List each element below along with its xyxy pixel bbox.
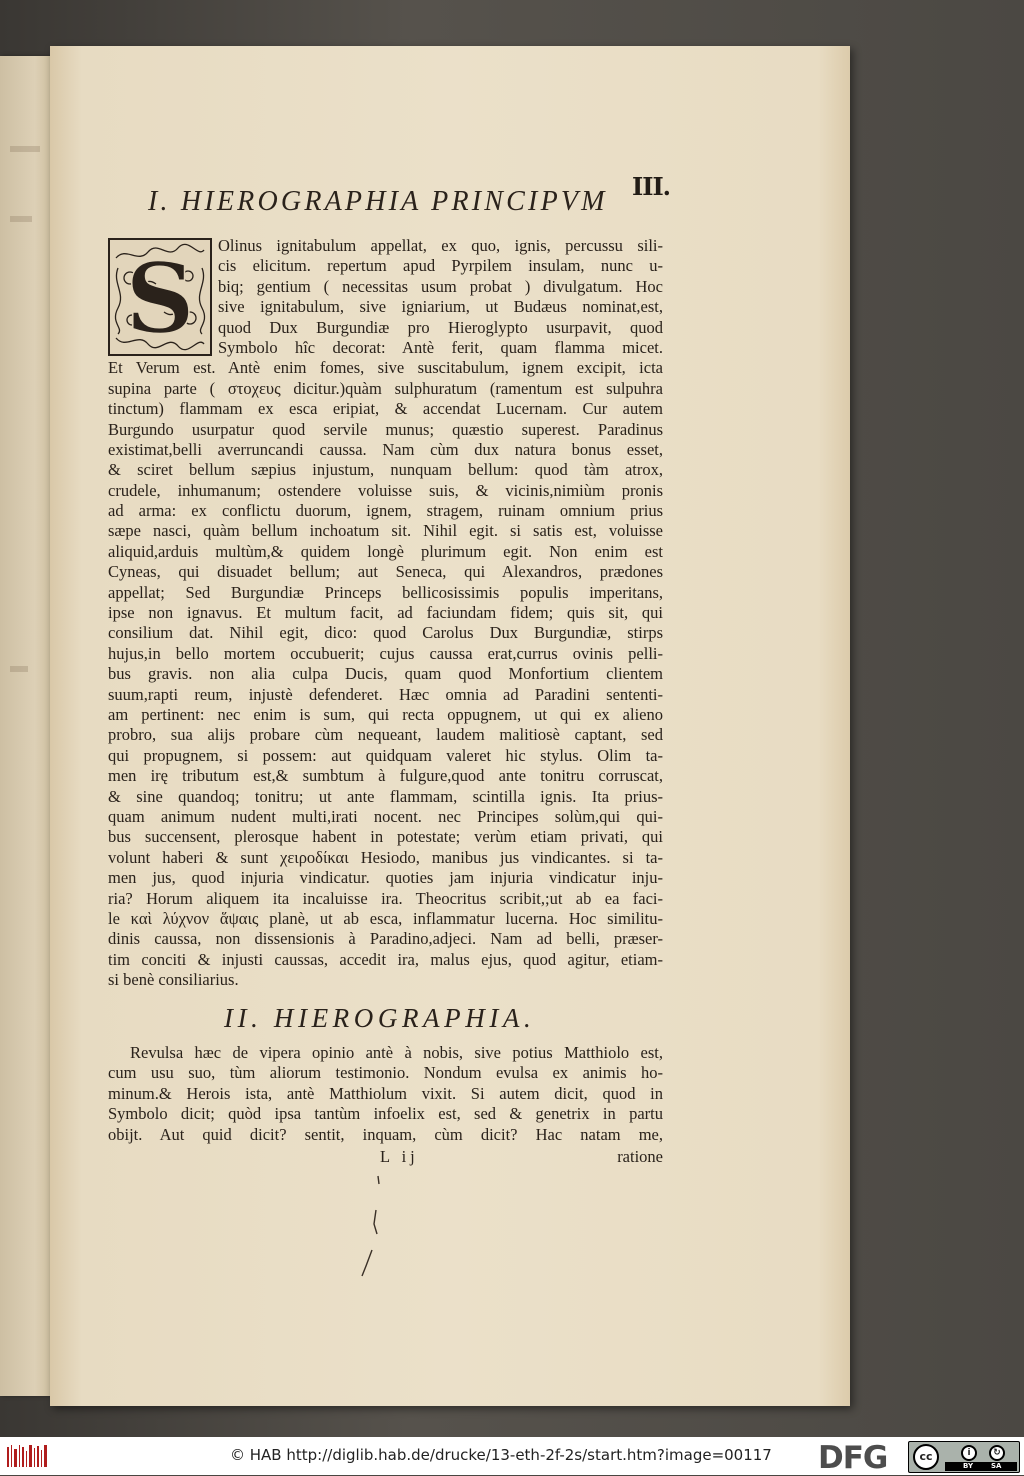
attribution-icon: i	[961, 1445, 977, 1461]
cc-label-strip	[945, 1462, 1017, 1471]
text-line: Symbolo hîc decorat: Antè ferit, quam flamma micet.	[218, 337, 663, 357]
text-line: Burgundo usurpatur quod servile munus; quæstio superest. Paradinus	[108, 419, 663, 439]
text-line: tim conciti & injusti caussas, accedit ira, malus ejus, quod agitur, etiam-	[108, 949, 663, 969]
share-alike-icon: ↻	[989, 1445, 1005, 1461]
text-line: dinis caussa, non dissensionis à Paradino,adjeci. Nam ad belli, præser-	[108, 929, 663, 949]
text-line: aliquid,arduis multùm,& quidem longè plurimum egit. Non enim est	[108, 541, 663, 561]
text-line: sive ignitabulum, sive igniarium, ut Budæus nominat,est,	[218, 297, 663, 317]
text-line: & sine quandoq; tonitru; ut ante flammam, scintilla ignis. Ita prius-	[108, 786, 663, 806]
text-line: Cyneas, qui disuadet bellum; aut Seneca, qui Alexandros, prædones	[108, 562, 663, 582]
text-line: Et Verum est. Antè enim fomes, sive suscitabulum, ignem excipit, icta	[108, 358, 663, 378]
svg-text:S: S	[125, 242, 195, 355]
text-line: obijt. Aut quid dicit? sentit, inquam, cùm dicit? Hac natam me,	[108, 1124, 663, 1144]
text-line: Revulsa hæc de vipera opinio antè à nobis, sive potius Matthiolo est,	[130, 1043, 663, 1062]
text-line: consilium dat. Nihil egit, dico: quod Carolus Dux Burgundiæ, stirps	[108, 623, 663, 643]
text-line: ria? Horum aliquem ita incaluisse ira. Theocritus scribit,;ut ab ea faci-	[108, 888, 663, 908]
footer-credit-link[interactable]: © HAB http://diglib.hab.de/drucke/13-eth-2f-2s/start.htm?image=00117	[230, 1446, 772, 1464]
text-line: ipse non ignavus. Et multum facit, ad faciundam fidem; quis sit, qui	[108, 603, 663, 623]
text-line: existimat,belli averruncandi caussa. Nam cùm dux natura bonus esset,	[108, 439, 663, 459]
text-line: biq; gentium ( necessitas usum probat ) divulgatum. Hoc	[218, 276, 663, 296]
section-2-text	[108, 1043, 663, 1145]
folio-number: III.	[632, 172, 671, 201]
text-line: quod Dux Burgundiæ pro Hieroglypto usurpavit, quod	[218, 317, 663, 337]
text-line: crudele, inhumanum; ostendere voluisse suis, & vicinis,nimiùm pronis	[108, 480, 663, 500]
text-line: minum.& Herois ista, antè Matthiolum vixit. Si autem dicit, quod in	[108, 1083, 663, 1103]
text-line: cis elicitum. repertum apud Pyrpilem insulam, nunc u-	[218, 256, 663, 276]
cc-by-label: BY	[963, 1462, 974, 1470]
text-line: Olinus ignitabulum appellat, ex quo, ignis, percussu sili-	[218, 236, 663, 255]
text-line: & sciret bellum sæpius injustum, nunquam bellum: quod tàm atrox,	[108, 460, 663, 480]
ink-stain	[354, 1170, 384, 1290]
text-line: ad arma: ex conflictu duorum, ignem, stragem, ruinam omnium prius	[108, 501, 663, 521]
section-1-text	[108, 236, 663, 990]
text-line: Symbolo dicit; quòd ipsa tantùm infoelix est, sed & genetrix in partu	[108, 1104, 663, 1124]
text-line: cum usu suo, tùm aliorum testimonio. Nondum evulsa ex animis ho-	[108, 1063, 663, 1083]
text-line: bus gravis. non alia culpa Ducis, quam quod Monfortium clientem	[108, 664, 663, 684]
text-line: hujus,in bello mortem occubuerit; cujus caussa erat,currus ovinis pelli-	[108, 643, 663, 663]
text-line: volunt haberi & sunt χειροδίκαι Hesiodo, manibus jus vindicantes. si ta-	[108, 847, 663, 867]
text-line: si benè consiliarius.	[108, 970, 239, 990]
dfg-logo: DFG	[818, 1440, 888, 1476]
decorated-initial-s-icon	[108, 238, 212, 356]
cc-sa-label: SA	[991, 1462, 1002, 1470]
text-line: tinctum) flammam ex esca eripiat, & accendat Lucernam. Cur autem	[108, 399, 663, 419]
catchword: ratione	[617, 1147, 663, 1166]
cc-icon: cc	[913, 1444, 939, 1470]
footer-bar	[0, 1437, 1024, 1475]
text-line: am pertinent: nec enim is sum, qui recta oppugnem, ut qui ex alieno	[108, 704, 663, 724]
text-line: supina parte ( στοχευς dicitur.)quàm sulphuratum (ramentum est sulpuhra	[108, 378, 663, 398]
text-line: qui propugnem, si possem: aut quidquam valeret hic stylus. Olim ta-	[108, 745, 663, 765]
text-line: suum,rapti reum, injustè defenderet. Hæc omnia ad Paradini sententi-	[108, 684, 663, 704]
text-line: men jus, quod injuria vindicatur. quoties jam injuria vindicatur inju-	[108, 868, 663, 888]
text-line: men irę tributum est,& sumbtum à fulgure,quod ante tonitru corruscat,	[108, 766, 663, 786]
text-line: probro, sua alijs probare cùm nequeant, laudem malitiosè captant, sed	[108, 725, 663, 745]
text-line: bus succensent, plerosque habent in potestate; verùm etiam privati, qui	[108, 827, 663, 847]
text-line: sæpe nasci, quàm bellum inchoatum sit. Nihil egit. si satis est, voluisse	[108, 521, 663, 541]
cc-license-badge[interactable]	[908, 1441, 1020, 1473]
section-heading-2: II. HIEROGRAPHIA.	[224, 1003, 536, 1033]
text-line: appellat; Sed Burgundiæ Princeps bellicosissimis populis imperitans,	[108, 582, 663, 602]
signature-mark: L ij	[380, 1147, 419, 1166]
page-footer-line	[108, 1147, 663, 1169]
text-line: le καὶ λύχνον ἅψαις planè, ut ab esca, inflammatur lucerna. Hoc similitu-	[108, 908, 663, 928]
barcode-icon	[6, 1443, 50, 1469]
text-line: quam animum nudent multi,irati nocent. nec Principes solùm,qui qui-	[108, 806, 663, 826]
section-heading-1: I. HIEROGRAPHIA PRINCIPVM	[148, 186, 608, 217]
